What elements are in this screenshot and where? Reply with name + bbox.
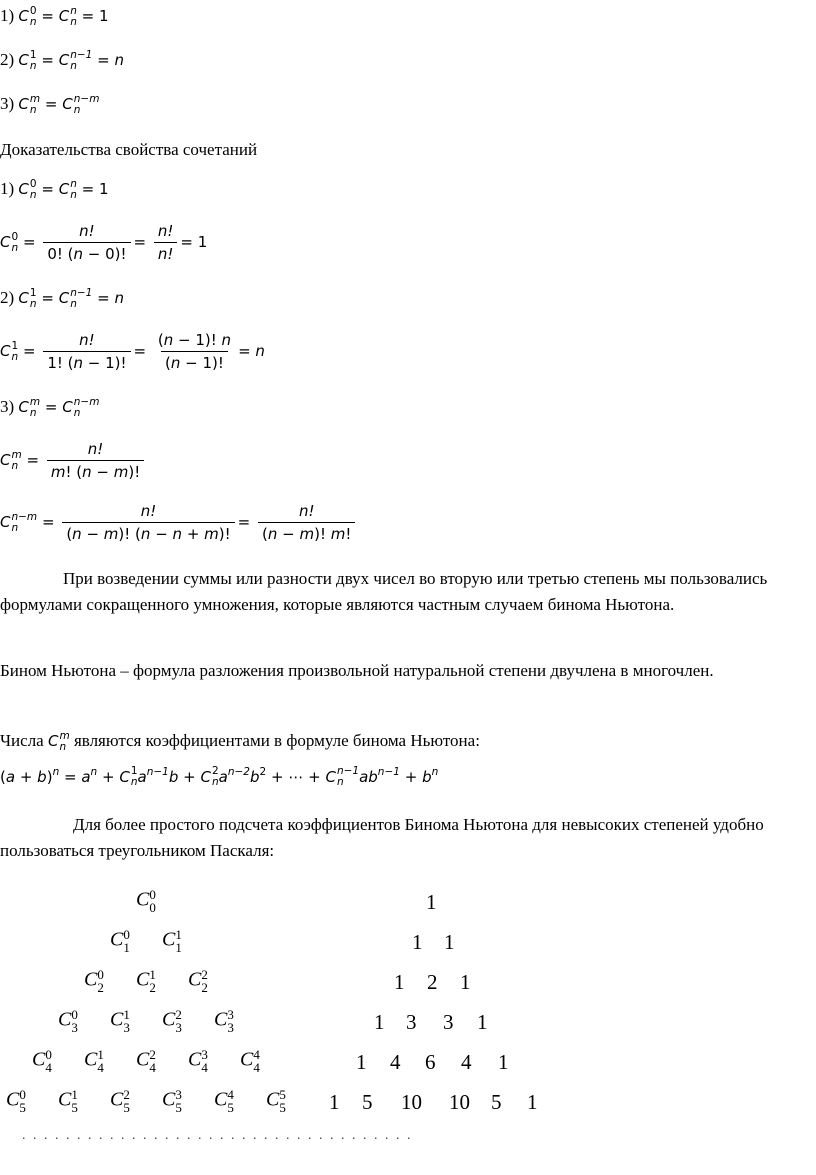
paragraph-pascal-intro: Для более простого подсчета коэффициентов Бинома Ньютона для невысоких степеней удобно пользоваться треугольником Паскаля: [0,815,764,860]
paragraph-binomial-intro: При возведении суммы или разности двух чисел во вторую или третью степень мы пользовались формулами сокращенного умножения, которые являются частным случаем бинома Ньютона. [0,569,768,614]
formula-cnm-eq-cnn-m: C m n = C n−m n [18,92,100,116]
binomial-coefficient-symbol: C 1 5 [58,1087,78,1115]
binomial-coefficient-symbol: C 1 3 [110,1007,130,1035]
property-1: 1) C 0 n = C n n = 1 [0,4,109,28]
binomial-coefficient-symbol: C 2 2 [188,967,208,995]
binomial-coefficient-symbol: C 0 3 [58,1007,78,1035]
binomial-coefficient-symbol: C 1 1 [162,927,182,955]
property-3: 3) C m n = C n−m n [0,92,100,116]
pascal-number: 6 [425,1050,436,1074]
fraction: $\frac{n!}{0! (n - 0)!}$ [43,222,130,263]
formula-cn0-eq-cnn-eq-1: C 0 n = C n n = 1 [18,4,109,28]
pascal-number: 3 [443,1010,454,1034]
pascal-number: 1 [356,1050,367,1074]
pascal-number: 1 [444,930,455,954]
fraction: $\frac{(n - 1)! n}{(n - 1)!}$ [157,331,232,372]
pascal-number: 1 [394,970,405,994]
binomial-coefficient-symbol: C 2 5 [110,1087,130,1115]
pascal-number: 2 [427,970,438,994]
proof-3-derivation-a: C m n = $\frac{n!}{m! (n - m)!}$ [0,440,147,481]
pascal-number: 4 [390,1050,401,1074]
binomial-coefficient-symbol: C 2 4 [136,1047,156,1075]
proofs-heading: Доказательства свойства сочетаний [0,140,258,159]
pascal-number: 1 [374,1010,385,1034]
pascal-number: 1 [426,890,437,914]
pascal-number: 10 [449,1090,470,1114]
binomial-coefficient-symbol: C 1 2 [136,967,156,995]
fraction: $\frac{n!}{(n - m)! (n - n + m)!}$ [62,502,234,543]
pascal-number: 5 [362,1090,373,1114]
pascal-number: 10 [401,1090,422,1114]
binomial-coefficient-symbol: C 5 5 [266,1087,286,1115]
paragraph-coefficients: Числа C m n являются коэффициентами в формуле бинома Ньютона: [0,729,480,753]
binomial-coefficient-symbol: C 0 5 [6,1087,26,1115]
pascal-number: 3 [406,1010,417,1034]
formula-cn1-eq-cnn-1-eq-n: C 1 n = C n−1 n = n [18,48,124,72]
proof-1-derivation: C 0 n = $\frac{n!}{0! (n - 0)!}$ = $\frac{n!}{n!}$ = 1 [0,222,208,263]
proof-2-derivation: C 1 n = $\frac{n!}{1! (n - 1)!}$ = $\frac{(n - 1)! n}{(n - 1)!}$ = n [0,331,265,372]
fraction: $\frac{n!}{1! (n - 1)!}$ [43,331,130,372]
pascal-number: 1 [527,1090,538,1114]
proof-1-statement: 1) C 0 n = C n n = 1 [0,177,109,201]
pascal-number: 1 [329,1090,340,1114]
binomial-coefficient-symbol: C 0 2 [84,967,104,995]
binomial-coefficient-symbol: C 4 5 [214,1087,234,1115]
binomial-coefficient-symbol: C 4 4 [240,1047,260,1075]
binomial-coefficient-symbol: C 1 4 [84,1047,104,1075]
pascal-number: 4 [461,1050,472,1074]
binomial-coefficient-symbol: C 3 4 [188,1047,208,1075]
pascal-number: 1 [460,970,471,994]
pascal-number: 1 [412,930,423,954]
binomial-formula: $(a + b)^n = a^n + C$ 1 n $a^{n-1}b + C$ 2 n $a^{n-2}b^2$ + ⋯ + C n−1 n $ab^{n-1} + b^n$ [0,765,439,788]
pascal-number: 1 [477,1010,488,1034]
proof-3-statement: 3) C m n = C n−m n [0,395,100,419]
pascal-continuation-dots: . . . . . . . . . . . . . . . . . . . . . . . . . . . . . . . . . . . . [22,1128,413,1143]
proof-2-statement: 2) C 1 n = C n−1 n = n [0,286,124,310]
binomial-coefficient-symbol: C 3 3 [214,1007,234,1035]
binomial-coefficient-symbol: C 0 4 [32,1047,52,1075]
paragraph-binomial-definition: Бином Ньютона – формула разложения произвольной натуральной степени двучлена в многочлен. [0,661,714,680]
fraction: $\frac{n!}{n!}$ [154,222,178,263]
binomial-coefficient-symbol: C 2 3 [162,1007,182,1035]
property-2: 2) C 1 n = C n−1 n = n [0,48,124,72]
binomial-coefficient-symbol: C 0 1 [110,927,130,955]
pascal-number: 5 [491,1090,502,1114]
binomial-coefficient-symbol: C 3 5 [162,1087,182,1115]
fraction: $\frac{n!}{m! (n - m)!}$ [47,440,144,481]
proof-3-derivation-b: C n−m n = $\frac{n!}{(n - m)! (n - n + m)!}$ = $\frac{n!}{(n - m)! m!}$ [0,502,358,543]
binomial-coefficient-symbol: C 0 0 [136,887,156,915]
pascal-number: 1 [498,1050,509,1074]
fraction: $\frac{n!}{(n - m)! m!}$ [258,502,355,543]
